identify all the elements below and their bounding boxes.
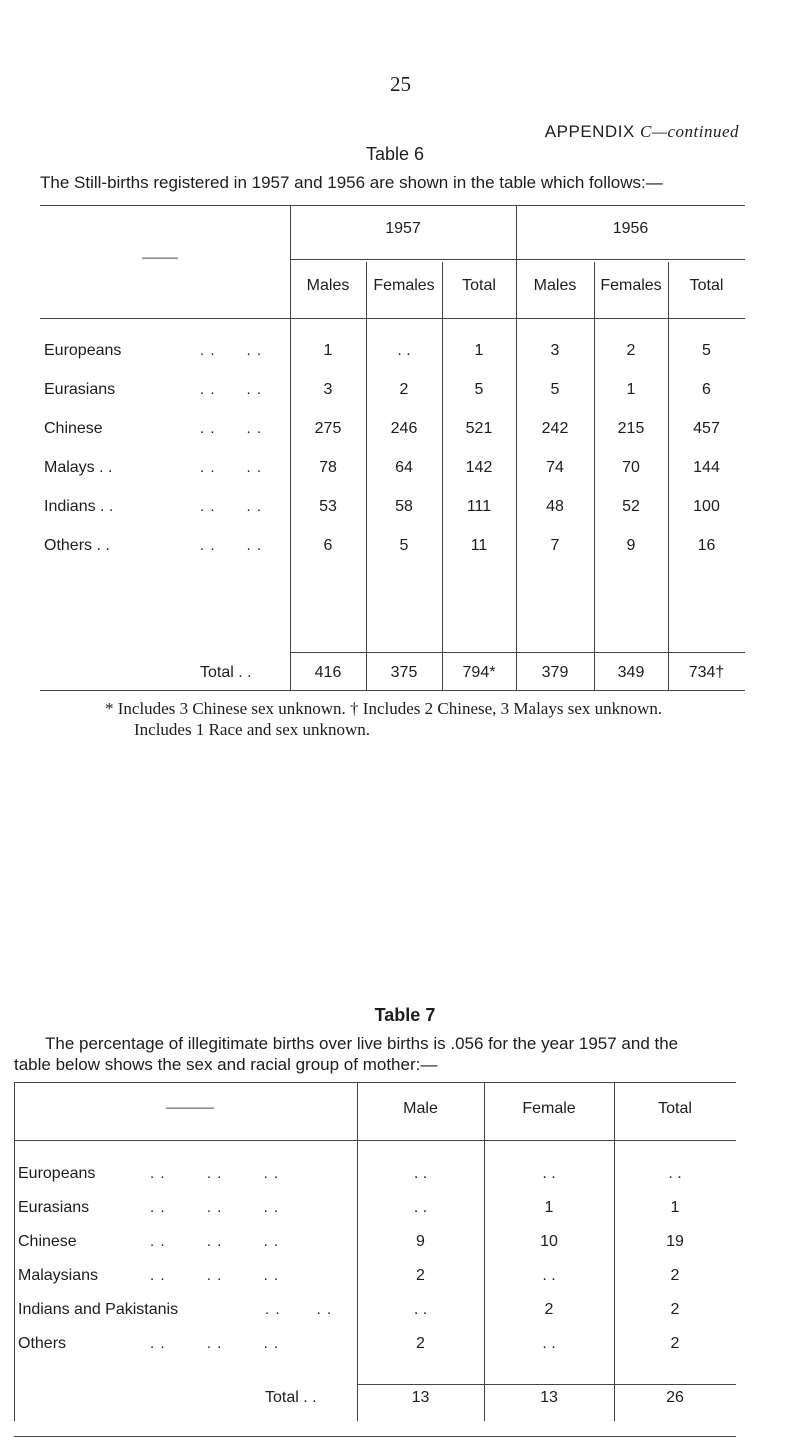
table6-footnote-1: * Includes 3 Chinese sex unknown. † Includes 2 Chinese, 3 Malays sex unknown. [105, 699, 663, 718]
table7-total-label: Total . . [265, 1389, 317, 1406]
table6-total-rule [290, 652, 745, 653]
table7-cell: 2 [670, 1335, 680, 1352]
table7-row-label: Others [18, 1335, 67, 1352]
table6-row-leader-dots: . . . . [200, 381, 263, 398]
table6-cell: 5 [474, 381, 484, 398]
table6-footnote-2: Includes 1 Race and sex unknown. [134, 720, 371, 739]
table6-header-rule [40, 318, 745, 319]
appendix-label: APPENDIX [544, 122, 640, 141]
table7-row-leader-dots: . . . . . . [150, 1165, 280, 1182]
table7-row-label: Eurasians [18, 1199, 90, 1216]
table6-bottom-rule [40, 690, 745, 691]
table6-row-label: Others . . [44, 537, 110, 554]
table7-cell: 10 [540, 1233, 558, 1250]
table6-cell: 74 [546, 459, 564, 476]
table6-cell: 142 [465, 459, 493, 476]
table7-cell: 9 [416, 1233, 425, 1250]
table6-cell: 100 [693, 498, 720, 515]
table7-col-header: Male [403, 1100, 438, 1117]
table7-row-leader-dots: . . . . [265, 1301, 333, 1318]
table6-cell: 1 [626, 381, 636, 398]
page-number: 25 [390, 72, 411, 96]
table7-vrule [14, 1082, 15, 1421]
table6-cell: 6 [702, 381, 711, 398]
table6-cell: 3 [550, 342, 560, 359]
table6-top-rule [40, 205, 745, 206]
table7-cell: 2 [670, 1267, 680, 1284]
table7-vrule [614, 1082, 615, 1421]
table6-col-header: Males [306, 277, 350, 294]
table6-cell: 457 [693, 420, 720, 437]
table6-cell: 16 [697, 537, 716, 554]
table6-row-leader-dots: . . . . [200, 420, 263, 437]
table7-vrule [484, 1082, 485, 1421]
table7-cell: 1 [544, 1199, 554, 1216]
table7-cell: . . [413, 1165, 428, 1182]
table7-row-label: Malaysians [18, 1267, 99, 1284]
table7-cell: . . [668, 1165, 682, 1182]
table6-cell: 5 [399, 537, 409, 554]
table6-cell: 48 [546, 498, 564, 515]
table7-row-leader-dots: . . . . . . [150, 1199, 280, 1216]
table6-cell: 64 [395, 459, 413, 476]
table7-cell: . . [542, 1267, 556, 1284]
table7-top-rule [14, 1082, 736, 1083]
table6-cell: 3 [323, 381, 333, 398]
table6-cell: 242 [541, 420, 569, 437]
table7-cell: . . [413, 1199, 428, 1216]
table6-cell: 521 [465, 420, 493, 437]
table6-cell: 246 [390, 420, 418, 437]
table6-year-1956: 1956 [612, 220, 649, 237]
table7-title: Table 7 [374, 1005, 436, 1025]
table6-cell: 1 [474, 342, 484, 359]
table6-cell: 11 [470, 537, 488, 554]
table6-cell: 2 [399, 381, 409, 398]
table6-row-leader-dots: . . . . [200, 342, 263, 359]
table7-cell: 2 [416, 1267, 425, 1284]
table6-row-label: Chinese [44, 420, 103, 437]
table7-cell: 19 [666, 1233, 684, 1250]
table6-cell: 275 [314, 420, 342, 437]
table6-cell: 5 [550, 381, 560, 398]
table6-cell: 6 [323, 537, 333, 554]
table7-total-rule [357, 1384, 736, 1385]
table6-cell: . . [397, 342, 411, 359]
table7-cell: . . [542, 1335, 556, 1352]
appendix-heading [545, 122, 739, 142]
table7-cell: . . [413, 1301, 428, 1318]
table7-cell: 2 [416, 1335, 425, 1352]
table7-cell: 1 [670, 1199, 680, 1216]
table6-year-rule [290, 259, 745, 260]
table7-header-rule [14, 1140, 736, 1141]
table6-year-1957: 1957 [385, 220, 421, 237]
table7-intro-line2: table below shows the sex and racial group of mother:— [14, 1055, 438, 1074]
table7-total-cell: 26 [666, 1389, 684, 1406]
table6-total-cell: 379 [541, 664, 569, 681]
table6-cell: 53 [319, 498, 337, 515]
table6-cell: 7 [550, 537, 560, 554]
table6-total-cell: 349 [617, 664, 645, 681]
table6-row-leader-dots: . . . . [200, 498, 263, 515]
table7-row-leader-dots: . . . . . . [150, 1233, 280, 1250]
table6-cell: 78 [319, 459, 337, 476]
table7-vrule [357, 1082, 358, 1421]
table7-row-label: Chinese [18, 1233, 77, 1250]
table6-row-label: Europeans [44, 342, 122, 359]
table6-row-leader-dots: . . . . [200, 537, 263, 554]
table6-cell: 111 [466, 498, 492, 515]
table7-row-leader-dots: . . . . . . [150, 1267, 280, 1284]
table6-col-header: Females [600, 277, 662, 294]
table7-row-label: Indians and Pakistanis [18, 1301, 179, 1318]
table7-col-header: Total [658, 1100, 692, 1117]
appendix-continued: C—continued [640, 122, 739, 141]
table6-row-leader-dots: . . . . [200, 459, 263, 476]
table7-cell: 2 [670, 1301, 680, 1318]
table6-col-header: Total [462, 277, 496, 294]
table6-cell: 70 [622, 459, 640, 476]
table6-cell: 2 [626, 342, 636, 359]
table7-row-leader-dots: . . . . . . [150, 1335, 280, 1352]
table6-col-header: Males [533, 277, 577, 294]
table6-row-label: Malays . . [44, 459, 113, 476]
table7-col-header: Female [522, 1100, 576, 1117]
table6-row-label: Indians . . [44, 498, 114, 515]
table6-total-cell: 375 [390, 664, 418, 681]
table6-total-cell: 734† [688, 664, 725, 681]
table7-intro-line1: The percentage of illegitimate births over live births is .056 for the year 1957 and the [45, 1034, 679, 1053]
table6-cell: 1 [323, 342, 333, 359]
table6-col-header: Total [689, 277, 724, 294]
table6-cell: 58 [395, 498, 413, 515]
table6-cell: 52 [622, 498, 640, 515]
table6-total-cell: 416 [314, 664, 342, 681]
table7-cell: 2 [544, 1301, 554, 1318]
table7-cell: . . [542, 1165, 556, 1182]
table7-row-label: Europeans [18, 1165, 96, 1182]
table6-cell: 144 [693, 459, 720, 476]
table7-total-cell: 13 [411, 1389, 430, 1406]
table6-intro: The Still-births registered in 1957 and 1956 are shown in the table which follows:— [40, 173, 663, 192]
table6-row-label: Eurasians [44, 381, 116, 398]
table6-corner-dash: ——— [142, 250, 178, 264]
table6-cell: 9 [626, 537, 636, 554]
table6-title: Table 6 [365, 144, 425, 164]
table6-col-header: Females [373, 277, 435, 294]
table7-corner-dash: ———— [166, 1100, 214, 1114]
table7-total-cell: 13 [540, 1389, 558, 1406]
table6-cell: 215 [617, 420, 645, 437]
table6-total-cell: 794* [462, 664, 496, 681]
table6-total-label: Total . . [200, 664, 252, 681]
table6-cell: 5 [702, 342, 711, 359]
